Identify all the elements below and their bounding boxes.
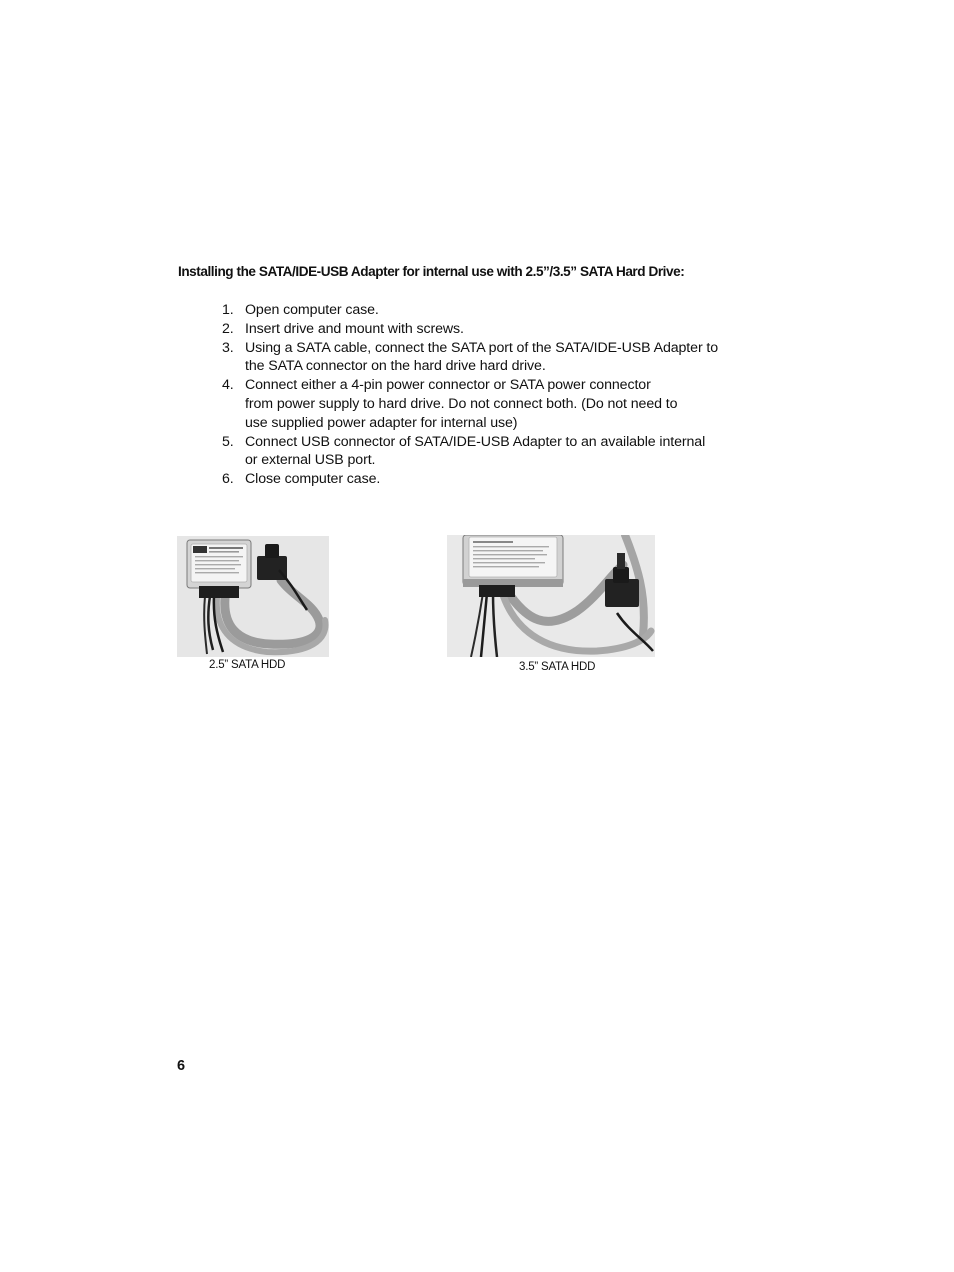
figure-caption: 2.5” SATA HDD xyxy=(209,659,286,671)
photo-3-5-sata-hdd xyxy=(447,535,655,657)
step-number: 2. xyxy=(222,320,234,337)
section-heading: Installing the SATA/IDE-USB Adapter for internal use with 2.5”/3.5” SATA Hard Drive: xyxy=(178,264,685,279)
step-text: Open computer case. xyxy=(245,302,379,318)
step-text: or external USB port. xyxy=(245,452,376,469)
list-item xyxy=(220,320,760,339)
step-text: Close computer case. xyxy=(245,471,381,488)
step-text: Insert drive and mount with screws. xyxy=(245,320,464,337)
step-text: the SATA connector on the hard drive hard drive. xyxy=(245,358,546,375)
list-item xyxy=(220,339,760,377)
step-text: Using a SATA cable, connect the SATA port of the SATA/IDE-USB Adapter to xyxy=(245,339,719,356)
page-number: 6 xyxy=(177,1058,186,1074)
figure-caption: 3.5” SATA HDD xyxy=(519,661,596,673)
step-number: 6. xyxy=(222,471,234,488)
step-text: Connect either a 4-pin power connector or SATA power connector xyxy=(245,377,651,394)
step-number: 3. xyxy=(222,339,234,356)
hard-drive-25-illustration xyxy=(177,536,329,657)
step-number: 1. xyxy=(222,302,234,318)
step-text: use supplied power adapter for internal use) xyxy=(245,414,518,431)
step-text: from power supply to hard drive. Do not connect both. (Do not need to xyxy=(245,395,678,412)
hard-drive-35-illustration xyxy=(447,535,655,657)
installation-steps xyxy=(220,301,760,489)
list-item xyxy=(220,433,760,471)
list-item xyxy=(220,301,760,320)
list-item xyxy=(220,470,760,489)
step-number: 4. xyxy=(222,377,234,394)
step-number: 5. xyxy=(222,433,234,450)
step-text: Connect USB connector of SATA/IDE-USB Adapter to an available internal xyxy=(245,433,706,450)
photo-2-5-sata-hdd xyxy=(177,536,329,657)
list-item xyxy=(220,376,760,432)
